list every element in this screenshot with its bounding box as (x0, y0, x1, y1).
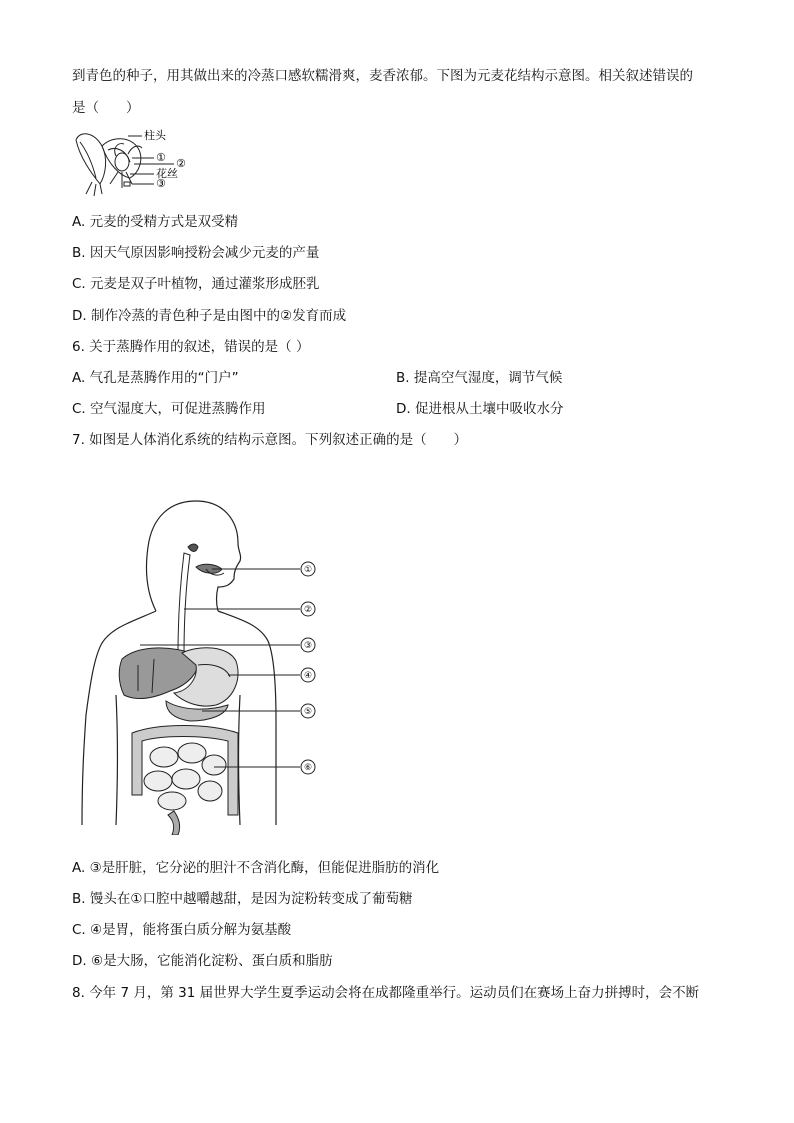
q8-stem: 8. 今年 7 月，第 31 届世界大学生夏季运动会将在成都隆重举行。运动员们在赛场上奋力拼搏时，会不断 (72, 985, 700, 1001)
q6-option-b[interactable]: B. 提高空气湿度，调节气候 (396, 370, 563, 386)
q7-option-c[interactable]: C. ④是胃，能将蛋白质分解为氨基酸 (72, 922, 292, 938)
head-outline (146, 501, 240, 611)
ovary-shape (115, 153, 129, 171)
label-1: ① (303, 565, 313, 575)
q5-option-b[interactable]: B. 因天气原因影响授粉会减少元麦的产量 (72, 245, 320, 261)
label-2: ② (303, 605, 313, 615)
left-shoulder-outline (82, 611, 156, 825)
q7-option-b[interactable]: B. 馒头在①口腔中越嚼越甜，是因为淀粉转变成了葡萄糖 (72, 891, 413, 907)
parotid-gland (188, 544, 198, 552)
q5-option-a[interactable]: A. 元麦的受精方式是双受精 (72, 214, 239, 230)
label-5: ⑤ (303, 707, 313, 717)
rectum (168, 811, 180, 835)
q7-option-a[interactable]: A. ③是肝脏，它分泌的胆汁不含消化酶，但能促进脂肪的消化 (72, 860, 440, 876)
q6-option-d[interactable]: D. 促进根从土壤中吸收水分 (396, 401, 564, 417)
small-intestine (144, 743, 226, 810)
label-4: ④ (303, 671, 313, 681)
q6-option-a[interactable]: A. 气孔是蒸腾作用的“门户” (72, 370, 239, 386)
label-stigma: 柱头 (144, 129, 166, 142)
q6-stem: 6. 关于蒸腾作用的叙述，错误的是（ ） (72, 339, 310, 355)
label-6: ⑥ (303, 763, 313, 773)
q7-option-d[interactable]: D. ⑥是大肠，它能消化淀粉、蛋白质和脂肪 (72, 953, 333, 969)
q7-stem: 7. 如图是人体消化系统的结构示意图。下列叙述正确的是（ ） (72, 432, 468, 448)
lemma-shape (76, 134, 106, 184)
esophagus (178, 553, 190, 655)
label-3: ③ (303, 641, 313, 651)
label-2: ② (176, 157, 186, 170)
label-3: ③ (156, 177, 166, 190)
q5-option-c[interactable]: C. 元麦是双子叶植物，通过灌浆形成胚乳 (72, 276, 320, 292)
q5-stem-line1: 到青色的种子，用其做出来的冷蒸口感软糯滑爽，麦香浓郁。下图为元麦花结构示意图。相关叙述错误的 (72, 68, 693, 84)
label-1: ① (156, 151, 166, 164)
q5-stem-line2: 是（ ） (72, 100, 140, 116)
q5-option-d[interactable]: D. 制作冷蒸的青色种子是由图中的②发育而成 (72, 308, 347, 324)
wheat-flower-figure (72, 128, 197, 198)
digestive-system-figure (78, 495, 338, 835)
label-filament: 花丝 (156, 167, 178, 180)
right-shoulder-outline (218, 611, 276, 825)
q6-option-c[interactable]: C. 空气湿度大，可促进蒸腾作用 (72, 401, 266, 417)
